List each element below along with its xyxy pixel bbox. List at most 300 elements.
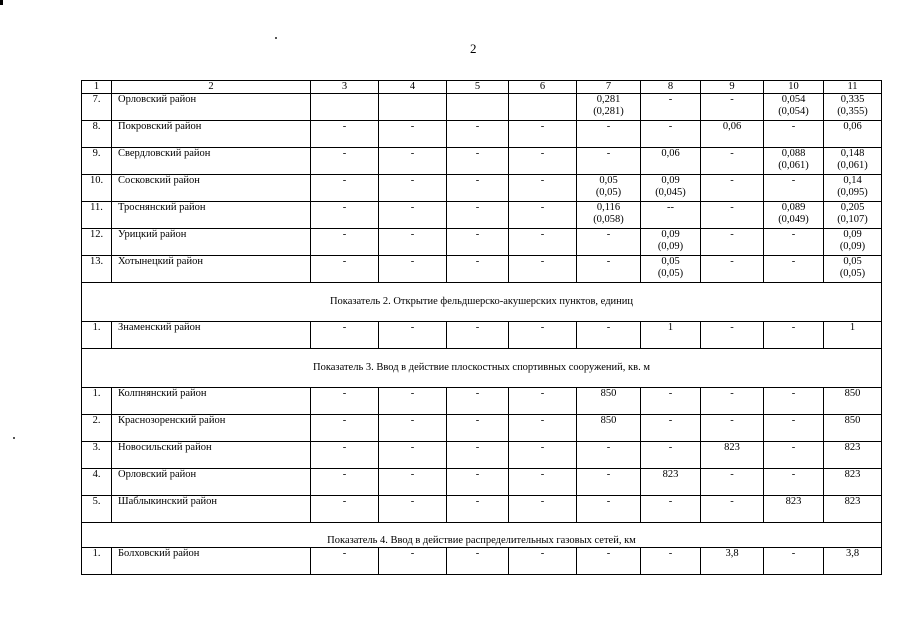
value-cell [764, 175, 824, 202]
row-number: 8. [82, 121, 112, 148]
cell-value: - [606, 148, 611, 159]
cell-value: 0,05 [843, 256, 862, 267]
column-header: 8 [641, 81, 701, 94]
value-cell [447, 229, 509, 256]
cell-value: - [730, 415, 734, 426]
value-cell [577, 94, 641, 121]
cell-value: (0,045) [655, 187, 686, 198]
row-number: 10. [82, 175, 112, 202]
value-cell [764, 94, 824, 121]
row-number: 1. [82, 388, 112, 415]
cell-value: - [791, 256, 796, 267]
section-heading: Показатель 4. Ввод в действие распределительных газовых сетей, км [82, 523, 882, 548]
cell-value: - [410, 229, 415, 240]
cell-value: 0,14 [843, 175, 862, 186]
value-cell [824, 229, 882, 256]
value-cell [447, 175, 509, 202]
cell-value: - [410, 256, 415, 267]
value-cell [447, 256, 509, 283]
value-cell [641, 148, 701, 175]
cell-value: -- [667, 202, 674, 213]
cell-value: (0,09) [657, 241, 684, 252]
cell-value: - [668, 442, 673, 453]
cell-value: 0,054 [781, 94, 806, 105]
cell-value: - [606, 121, 611, 132]
cell-value: - [730, 256, 734, 267]
cell-value: - [475, 496, 480, 507]
value-cell [701, 202, 764, 229]
cell-value: 0,205 [840, 202, 865, 213]
value-cell [311, 229, 379, 256]
district-name: Новосильский район [112, 442, 311, 469]
cell-value: - [475, 469, 480, 480]
value-cell [824, 442, 882, 469]
value-cell [509, 388, 577, 415]
column-header: 2 [112, 81, 311, 94]
cell-value: - [730, 175, 734, 186]
cell-value: 0,148 [840, 148, 865, 159]
value-cell [577, 388, 641, 415]
table-row [82, 548, 882, 575]
value-cell [764, 202, 824, 229]
value-cell [509, 148, 577, 175]
cell-value: - [410, 388, 415, 399]
section-heading-row [82, 283, 882, 322]
value-cell [447, 322, 509, 349]
value-cell [311, 388, 379, 415]
value-cell [447, 469, 509, 496]
cell-value: (0,095) [837, 187, 868, 198]
value-cell [509, 415, 577, 442]
value-cell [701, 148, 764, 175]
cell-value: 823 [724, 442, 740, 453]
scan-speck [0, 0, 3, 5]
cell-value: - [410, 496, 415, 507]
value-cell [509, 256, 577, 283]
column-header: 4 [379, 81, 447, 94]
cell-value: - [540, 229, 545, 240]
district-name: Колпнянский район [112, 388, 311, 415]
value-cell [447, 442, 509, 469]
value-cell [764, 322, 824, 349]
value-cell [764, 148, 824, 175]
value-cell [311, 496, 379, 523]
value-cell [824, 94, 882, 121]
cell-value: - [475, 175, 480, 186]
value-cell [379, 94, 447, 121]
table-row [82, 229, 882, 256]
value-cell [641, 469, 701, 496]
cell-value: - [540, 442, 545, 453]
row-number: 5. [82, 496, 112, 523]
district-name: Болховский район [112, 548, 311, 575]
value-cell [701, 388, 764, 415]
value-cell [577, 229, 641, 256]
value-cell [577, 148, 641, 175]
value-cell [577, 121, 641, 148]
cell-value: - [540, 121, 545, 132]
table-row [82, 469, 882, 496]
cell-value: 3,8 [725, 548, 739, 559]
value-cell [577, 175, 641, 202]
value-cell [641, 202, 701, 229]
table-row [82, 415, 882, 442]
value-cell [379, 548, 447, 575]
cell-value: - [730, 496, 734, 507]
value-cell [311, 469, 379, 496]
column-header: 7 [577, 81, 641, 94]
table-row [82, 322, 882, 349]
cell-value: - [342, 442, 347, 453]
value-cell [311, 202, 379, 229]
cell-value: - [540, 202, 545, 213]
scan-speck [275, 37, 277, 39]
value-cell [509, 121, 577, 148]
value-cell [379, 442, 447, 469]
cell-value: - [606, 229, 611, 240]
cell-value: 850 [844, 388, 861, 399]
row-number: 7. [82, 94, 112, 121]
value-cell [311, 548, 379, 575]
row-number: 11. [82, 202, 112, 229]
value-cell [701, 175, 764, 202]
cell-value: (0,355) [837, 106, 868, 117]
cell-value: 0,089 [781, 202, 806, 213]
value-cell [824, 256, 882, 283]
district-name: Шаблыкинский район [112, 496, 311, 523]
column-header: 11 [824, 81, 882, 94]
cell-value: - [342, 496, 347, 507]
value-cell [379, 322, 447, 349]
cell-value: 823 [785, 496, 802, 507]
cell-value: - [540, 322, 545, 333]
value-cell [447, 548, 509, 575]
page-number: 2 [470, 41, 477, 56]
cell-value: - [730, 388, 734, 399]
table-row [82, 121, 882, 148]
value-cell [311, 322, 379, 349]
cell-value: - [410, 442, 415, 453]
cell-value: (0,061) [837, 160, 868, 171]
value-cell [824, 148, 882, 175]
cell-value: - [791, 415, 796, 426]
section-heading-row [82, 349, 882, 388]
cell-value: - [342, 121, 347, 132]
cell-value: - [342, 175, 347, 186]
cell-value: (0,061) [778, 160, 809, 171]
cell-value: - [410, 415, 415, 426]
value-cell [641, 322, 701, 349]
cell-value: (0,107) [837, 214, 868, 225]
cell-value: 0,281 [596, 94, 621, 105]
cell-value: - [606, 496, 611, 507]
cell-value: 850 [600, 388, 617, 399]
cell-value: 0,116 [596, 202, 621, 213]
value-cell [311, 415, 379, 442]
value-cell [641, 94, 701, 121]
cell-value: - [540, 548, 545, 559]
district-name: Урицкий район [112, 229, 311, 256]
district-name: Троснянский район [112, 202, 311, 229]
cell-value: 823 [844, 496, 861, 507]
district-name: Орловский район [112, 94, 311, 121]
value-cell [577, 469, 641, 496]
value-cell [509, 442, 577, 469]
table-row [82, 94, 882, 121]
value-cell [764, 256, 824, 283]
value-cell [577, 548, 641, 575]
column-header: 1 [82, 81, 112, 94]
data-table [81, 80, 882, 575]
cell-value: 0,09 [661, 175, 680, 186]
value-cell [764, 496, 824, 523]
value-cell [509, 94, 577, 121]
district-name: Хотынецкий район [112, 256, 311, 283]
value-cell [701, 469, 764, 496]
cell-value: - [668, 121, 673, 132]
column-header: 10 [764, 81, 824, 94]
cell-value: - [342, 469, 347, 480]
district-name: Краснозоренский район [112, 415, 311, 442]
value-cell [379, 148, 447, 175]
value-cell [764, 121, 824, 148]
value-cell [447, 148, 509, 175]
section-heading: Показатель 2. Открытие фельдшерско-акушерских пунктов, единиц [82, 283, 882, 322]
value-cell [379, 121, 447, 148]
value-cell [311, 442, 379, 469]
row-number: 13. [82, 256, 112, 283]
value-cell [509, 496, 577, 523]
value-cell [641, 442, 701, 469]
value-cell [641, 388, 701, 415]
value-cell [824, 388, 882, 415]
cell-value: - [540, 175, 545, 186]
cell-value: - [410, 175, 415, 186]
column-header: 6 [509, 81, 577, 94]
cell-value: - [730, 94, 734, 105]
cell-value: - [475, 548, 480, 559]
value-cell [509, 322, 577, 349]
value-cell [577, 496, 641, 523]
cell-value: (0,049) [778, 214, 809, 225]
cell-value: 0,05 [661, 256, 680, 267]
value-cell [641, 229, 701, 256]
table-row [82, 442, 882, 469]
district-name: Свердловский район [112, 148, 311, 175]
value-cell [311, 175, 379, 202]
cell-value: - [475, 442, 480, 453]
cell-value: - [791, 229, 796, 240]
value-cell [701, 548, 764, 575]
cell-value: (0,05) [657, 268, 684, 279]
column-header: 3 [311, 81, 379, 94]
cell-value: - [342, 415, 347, 426]
cell-value: - [410, 322, 415, 333]
cell-value: - [540, 496, 545, 507]
value-cell [764, 548, 824, 575]
value-cell [311, 148, 379, 175]
value-cell [509, 229, 577, 256]
table-row [82, 175, 882, 202]
value-cell [641, 121, 701, 148]
cell-value: - [668, 388, 673, 399]
cell-value: - [606, 548, 611, 559]
cell-value: - [342, 148, 347, 159]
value-cell [824, 202, 882, 229]
cell-value: 823 [844, 442, 861, 453]
cell-value: - [730, 148, 734, 159]
cell-value: - [475, 202, 480, 213]
value-cell [379, 496, 447, 523]
cell-value: - [791, 121, 796, 132]
cell-value: (0,054) [778, 106, 809, 117]
cell-value: 0,06 [722, 121, 742, 132]
value-cell [509, 548, 577, 575]
table-row [82, 256, 882, 283]
cell-value: 0,088 [781, 148, 806, 159]
cell-value: - [606, 322, 611, 333]
cell-value: - [540, 256, 545, 267]
cell-value: - [410, 469, 415, 480]
value-cell [577, 442, 641, 469]
cell-value: - [730, 469, 734, 480]
cell-value: - [791, 548, 796, 559]
cell-value: - [540, 415, 545, 426]
cell-value: (0,05) [839, 268, 866, 279]
cell-value: - [791, 175, 796, 186]
cell-value: 823 [844, 469, 861, 480]
cell-value: - [668, 94, 673, 105]
cell-value: - [606, 442, 611, 453]
value-cell [824, 496, 882, 523]
value-cell [701, 322, 764, 349]
value-cell [641, 175, 701, 202]
value-cell [701, 94, 764, 121]
cell-value: 850 [600, 415, 617, 426]
row-number: 9. [82, 148, 112, 175]
row-number: 4. [82, 469, 112, 496]
value-cell [447, 202, 509, 229]
cell-value: 0,06 [661, 148, 680, 159]
cell-value: 0,09 [661, 229, 680, 240]
value-cell [824, 322, 882, 349]
value-cell [641, 548, 701, 575]
cell-value: - [791, 442, 796, 453]
value-cell [641, 256, 701, 283]
value-cell [577, 256, 641, 283]
row-number: 12. [82, 229, 112, 256]
cell-value: - [342, 548, 347, 559]
section-heading: Показатель 3. Ввод в действие плоскостных спортивных сооружений, кв. м [82, 349, 882, 388]
cell-value: - [475, 148, 480, 159]
value-cell [764, 388, 824, 415]
cell-value: - [410, 548, 415, 559]
value-cell [447, 94, 509, 121]
cell-value: - [540, 469, 545, 480]
cell-value: - [475, 388, 480, 399]
value-cell [701, 496, 764, 523]
cell-value: 1 [849, 322, 856, 333]
cell-value: - [540, 388, 545, 399]
value-cell [701, 442, 764, 469]
cell-value: 850 [844, 415, 861, 426]
cell-value: - [791, 322, 796, 333]
cell-value: - [410, 148, 415, 159]
value-cell [447, 121, 509, 148]
value-cell [764, 442, 824, 469]
cell-value: 0,335 [840, 94, 865, 105]
cell-value: - [475, 415, 480, 426]
value-cell [764, 415, 824, 442]
cell-value: (0,05) [595, 187, 622, 198]
cell-value: - [475, 229, 480, 240]
cell-value: - [791, 469, 796, 480]
cell-value: - [342, 256, 347, 267]
row-number: 1. [82, 548, 112, 575]
value-cell [379, 229, 447, 256]
cell-value: 0,06 [843, 121, 862, 132]
table-row [82, 202, 882, 229]
value-cell [701, 256, 764, 283]
value-cell [824, 175, 882, 202]
value-cell [701, 121, 764, 148]
cell-value: (0,058) [593, 214, 624, 225]
value-cell [824, 548, 882, 575]
cell-value: - [475, 121, 480, 132]
cell-value: - [730, 322, 734, 333]
value-cell [577, 415, 641, 442]
value-cell [764, 469, 824, 496]
value-cell [509, 202, 577, 229]
value-cell [509, 175, 577, 202]
row-number: 1. [82, 322, 112, 349]
cell-value: - [342, 229, 347, 240]
cell-value: - [668, 415, 673, 426]
value-cell [311, 94, 379, 121]
value-cell [447, 496, 509, 523]
district-name: Покровский район [112, 121, 311, 148]
value-cell [379, 202, 447, 229]
cell-value: (0,09) [839, 241, 866, 252]
cell-value: 3,8 [845, 548, 860, 559]
cell-value: - [606, 469, 611, 480]
district-name: Сосковский район [112, 175, 311, 202]
cell-value: - [342, 202, 347, 213]
cell-value: 1 [667, 322, 674, 333]
value-cell [447, 415, 509, 442]
column-header: 9 [701, 81, 764, 94]
value-cell [577, 202, 641, 229]
cell-value: 0,05 [599, 175, 618, 186]
value-cell [379, 469, 447, 496]
section-heading-row [82, 523, 882, 548]
cell-value: - [540, 148, 545, 159]
row-number: 3. [82, 442, 112, 469]
cell-value: (0,281) [593, 106, 624, 117]
value-cell [379, 415, 447, 442]
value-cell [509, 469, 577, 496]
value-cell [447, 388, 509, 415]
header-row [82, 81, 882, 94]
value-cell [824, 415, 882, 442]
value-cell [379, 175, 447, 202]
value-cell [701, 415, 764, 442]
table-row [82, 496, 882, 523]
column-header: 5 [447, 81, 509, 94]
value-cell [701, 229, 764, 256]
value-cell [311, 256, 379, 283]
value-cell [379, 256, 447, 283]
